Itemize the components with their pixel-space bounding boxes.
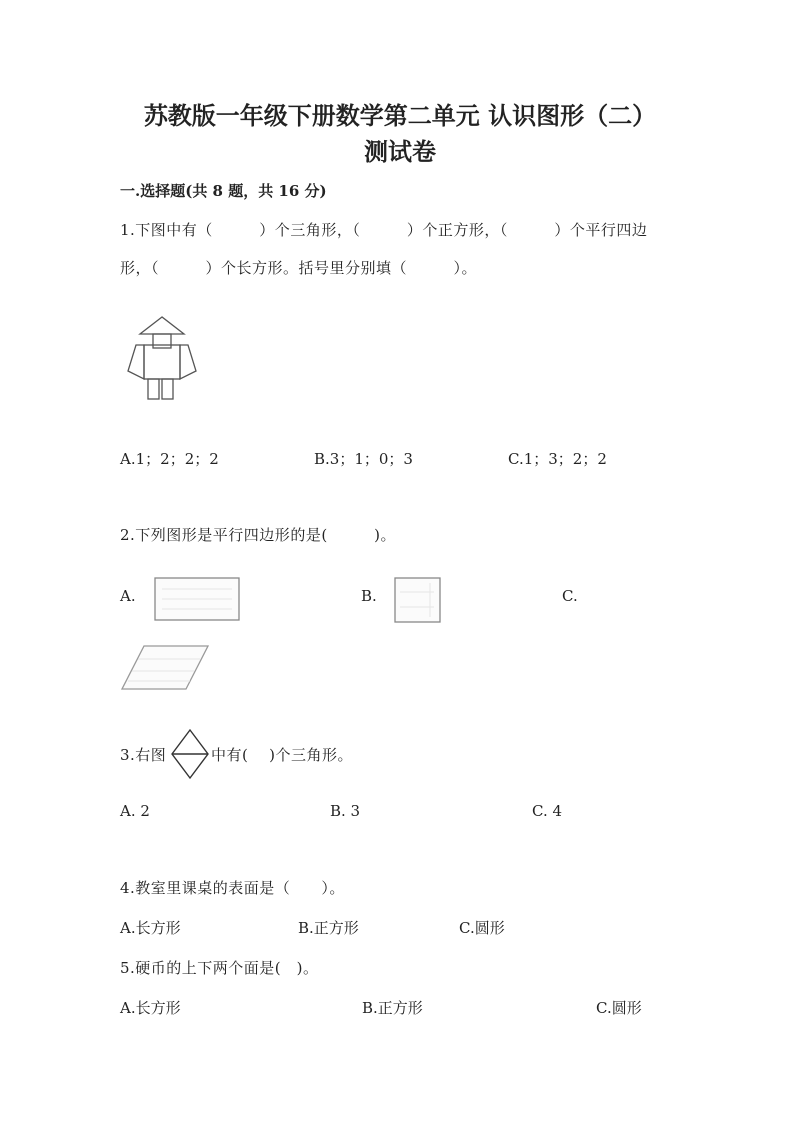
parallelogram-shape-image bbox=[120, 645, 210, 690]
robot-left-arm bbox=[128, 345, 144, 379]
question-1-option-c[interactable]: C.1；3；2；2 bbox=[508, 450, 607, 468]
robot-body-rectangle bbox=[144, 345, 180, 379]
question-2-option-b[interactable]: B. bbox=[361, 587, 377, 605]
question-5-option-b[interactable]: B.正方形 bbox=[362, 999, 423, 1017]
square-shape-image bbox=[394, 577, 441, 623]
question-2-text: 2.下列图形是平行四边形的是( )。 bbox=[120, 526, 397, 544]
question-2-option-a[interactable]: A. bbox=[120, 587, 136, 605]
question-3-option-a[interactable]: A. 2 bbox=[120, 802, 150, 820]
question-1-line2: 形，（ ）个长方形。括号里分别填（ ）。 bbox=[120, 259, 478, 277]
question-1-option-a[interactable]: A.1；2；2；2 bbox=[120, 450, 219, 468]
robot-hat-triangle bbox=[140, 317, 184, 334]
question-5-text: 5.硬币的上下两个面是( )。 bbox=[120, 959, 319, 977]
question-3-option-c[interactable]: C. 4 bbox=[532, 802, 563, 820]
question-3-option-b[interactable]: B. 3 bbox=[330, 802, 361, 820]
question-4-option-a[interactable]: A.长方形 bbox=[120, 919, 181, 937]
question-4-option-c[interactable]: C.圆形 bbox=[459, 919, 505, 937]
robot-figure bbox=[126, 315, 198, 401]
question-3-text-after: 中有( )个三角形。 bbox=[211, 746, 353, 764]
page-title-line1: 苏教版一年级下册数学第二单元 认识图形（二） bbox=[143, 101, 657, 130]
robot-left-leg bbox=[148, 379, 159, 399]
question-3-text-before: 3.右图 bbox=[120, 746, 167, 764]
question-4-text: 4.教室里课桌的表面是（ ）。 bbox=[120, 879, 345, 897]
robot-right-leg bbox=[162, 379, 173, 399]
question-1-line1: 1.下图中有（ ）个三角形，（ ）个正方形，（ ）个平行四边 bbox=[120, 221, 648, 239]
question-2-option-c[interactable]: C. bbox=[562, 587, 578, 605]
question-5-option-c[interactable]: C.圆形 bbox=[596, 999, 642, 1017]
section-heading: 一.选择题(共 8 题，共 16 分) bbox=[120, 182, 327, 200]
question-4-option-b[interactable]: B.正方形 bbox=[298, 919, 359, 937]
rectangle-shape-image bbox=[154, 577, 240, 621]
diamond-figure bbox=[171, 729, 209, 779]
page-title-line2: 测试卷 bbox=[364, 137, 436, 166]
question-5-option-a[interactable]: A.长方形 bbox=[120, 999, 181, 1017]
robot-head-square bbox=[153, 334, 171, 348]
robot-right-arm bbox=[180, 345, 196, 379]
question-1-option-b[interactable]: B.3；1；0；3 bbox=[314, 450, 413, 468]
